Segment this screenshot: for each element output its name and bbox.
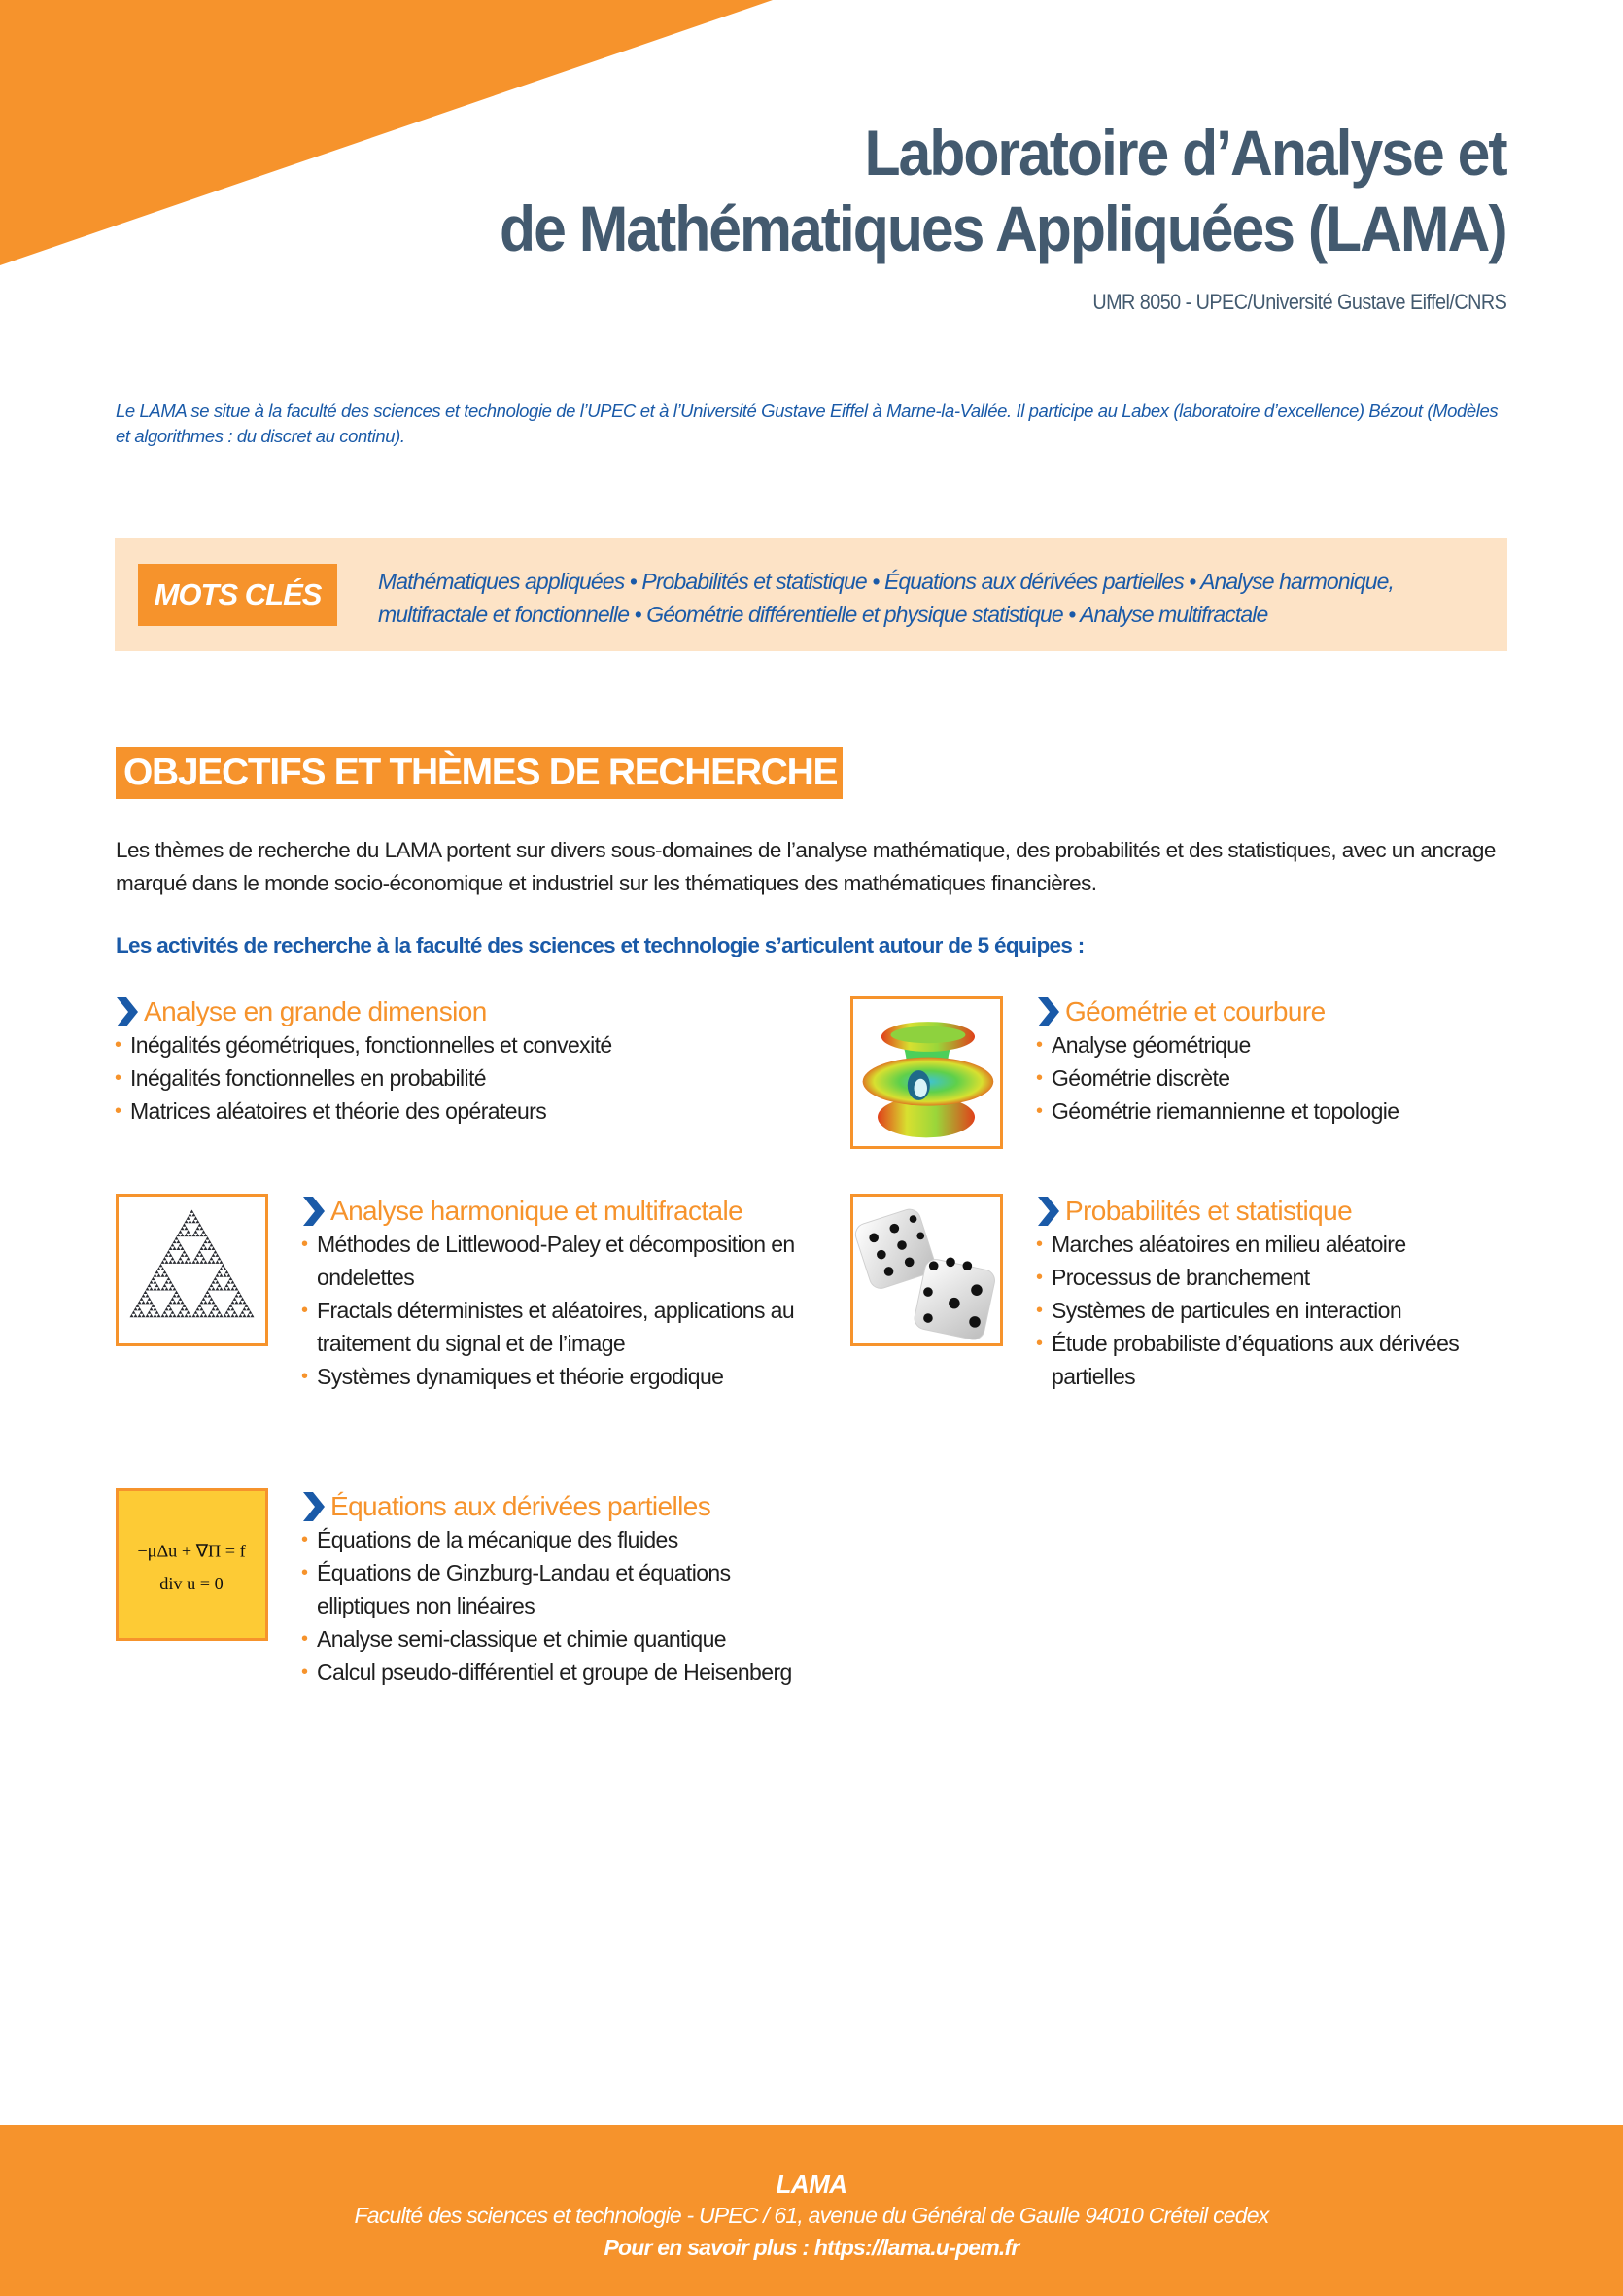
team-probabilites-statistique	[1036, 1195, 1522, 1393]
team-title: Analyse en grande dimension	[144, 996, 487, 1026]
team-analyse-harmonique	[301, 1195, 807, 1393]
team-item: • Inégalités fonctionnelles en probabilité	[115, 1061, 795, 1095]
equation-image	[116, 1488, 268, 1641]
curved-surface-image	[850, 996, 1003, 1149]
equation-line-2: div u = 0	[159, 1573, 224, 1593]
intro-paragraph: Le LAMA se situe à la faculté des sciences et technologie de l’UPEC et à l’Université Gustave Eiffel à Marne-la-Vallée. Il participe au Labex (laboratoire d’excellence) Bézout (Modèles et algorithmes : du discret au continu).	[116, 400, 1499, 446]
team-item: • Matrices aléatoires et théorie des opérateurs	[115, 1095, 795, 1128]
team-item: • Marches aléatoires en milieu aléatoire	[1036, 1228, 1522, 1261]
title-line-1: Laboratoire d’Analyse et	[864, 117, 1506, 189]
team-title: Analyse harmonique et multifractale	[330, 1196, 743, 1226]
team-title: Probabilités et statistique	[1065, 1196, 1353, 1226]
team-item: • Calcul pseudo-différentiel et groupe de Heisenberg	[301, 1655, 807, 1688]
page-subtitle: UMR 8050 - UPEC/Université Gustave Eiffel/CNRS	[1092, 290, 1506, 314]
team-item: • Analyse géométrique	[1036, 1028, 1522, 1061]
chevron-right-icon	[1036, 1197, 1059, 1226]
keywords-label: MOTS CLÉS	[138, 564, 337, 626]
sierpinski-triangle-image	[116, 1194, 268, 1346]
chevron-right-icon	[115, 997, 138, 1026]
chevron-right-icon	[301, 1197, 325, 1226]
title-line-2: de Mathématiques Appliquées (LAMA)	[500, 192, 1506, 264]
teams-intro: Les activités de recherche à la faculté des sciences et technologie s’articulent autour de 5 équipes :	[116, 933, 1085, 957]
page-title	[501, 115, 1506, 266]
team-item: • Équations de Ginzburg-Landau et équations elliptiques non linéaires	[301, 1556, 807, 1622]
equation-line-1: −μΔu + ∇Π = f	[137, 1541, 246, 1561]
dice-image	[850, 1194, 1003, 1346]
team-geometrie-courbure	[1036, 995, 1522, 1128]
footer-address: Faculté des sciences et technologie - UPEC / 61, avenue du Général de Gaulle 94010 Créteil cedex	[354, 2203, 1269, 2228]
footer-website-link[interactable]: Pour en savoir plus : https://lama.u-pem.fr	[604, 2235, 1019, 2260]
team-item: • Géométrie riemannienne et topologie	[1036, 1095, 1522, 1128]
team-item: • Systèmes dynamiques et théorie ergodique	[301, 1360, 807, 1393]
footer	[0, 2125, 1623, 2296]
team-item: • Géométrie discrète	[1036, 1061, 1522, 1095]
footer-lab-name: LAMA	[776, 2170, 847, 2199]
keywords-text: Mathématiques appliquées • Probabilités et statistique • Équations aux dérivées partielles • Analyse harmonique, multifractale et fonctionnelle • Géométrie différentielle et physique statistique • Analyse multifractale	[378, 569, 1395, 627]
team-item: • Analyse semi-classique et chimie quantique	[301, 1622, 807, 1655]
keywords-box	[115, 538, 1507, 651]
chevron-right-icon	[1036, 997, 1059, 1026]
team-item: • Étude probabiliste d’équations aux dérivées partielles	[1036, 1327, 1522, 1393]
team-title: Géométrie et courbure	[1065, 996, 1326, 1026]
chevron-right-icon	[301, 1492, 325, 1521]
team-item: • Fractals déterministes et aléatoires, applications au traitement du signal et de l’image	[301, 1294, 807, 1360]
team-item: • Méthodes de Littlewood-Paley et décomposition en ondelettes	[301, 1228, 807, 1294]
team-item: • Systèmes de particules en interaction	[1036, 1294, 1522, 1327]
section-heading: OBJECTIFS ET THÈMES DE RECHERCHE	[116, 747, 843, 799]
team-equations-derivees-partielles	[301, 1490, 807, 1688]
section-lead-paragraph: Les thèmes de recherche du LAMA portent sur divers sous-domaines de l’analyse mathématique, des probabilités et des statistiques, avec un ancrage marqué dans le monde socio-économique et industriel sur les thématiques des mathématiques financières.	[116, 838, 1496, 895]
team-item: • Processus de branchement	[1036, 1261, 1522, 1294]
team-title: Équations aux dérivées partielles	[330, 1491, 711, 1521]
team-item: • Inégalités géométriques, fonctionnelles et convexité	[115, 1028, 795, 1061]
team-analyse-grande-dimension	[115, 995, 795, 1128]
team-item: • Équations de la mécanique des fluides	[301, 1523, 807, 1556]
